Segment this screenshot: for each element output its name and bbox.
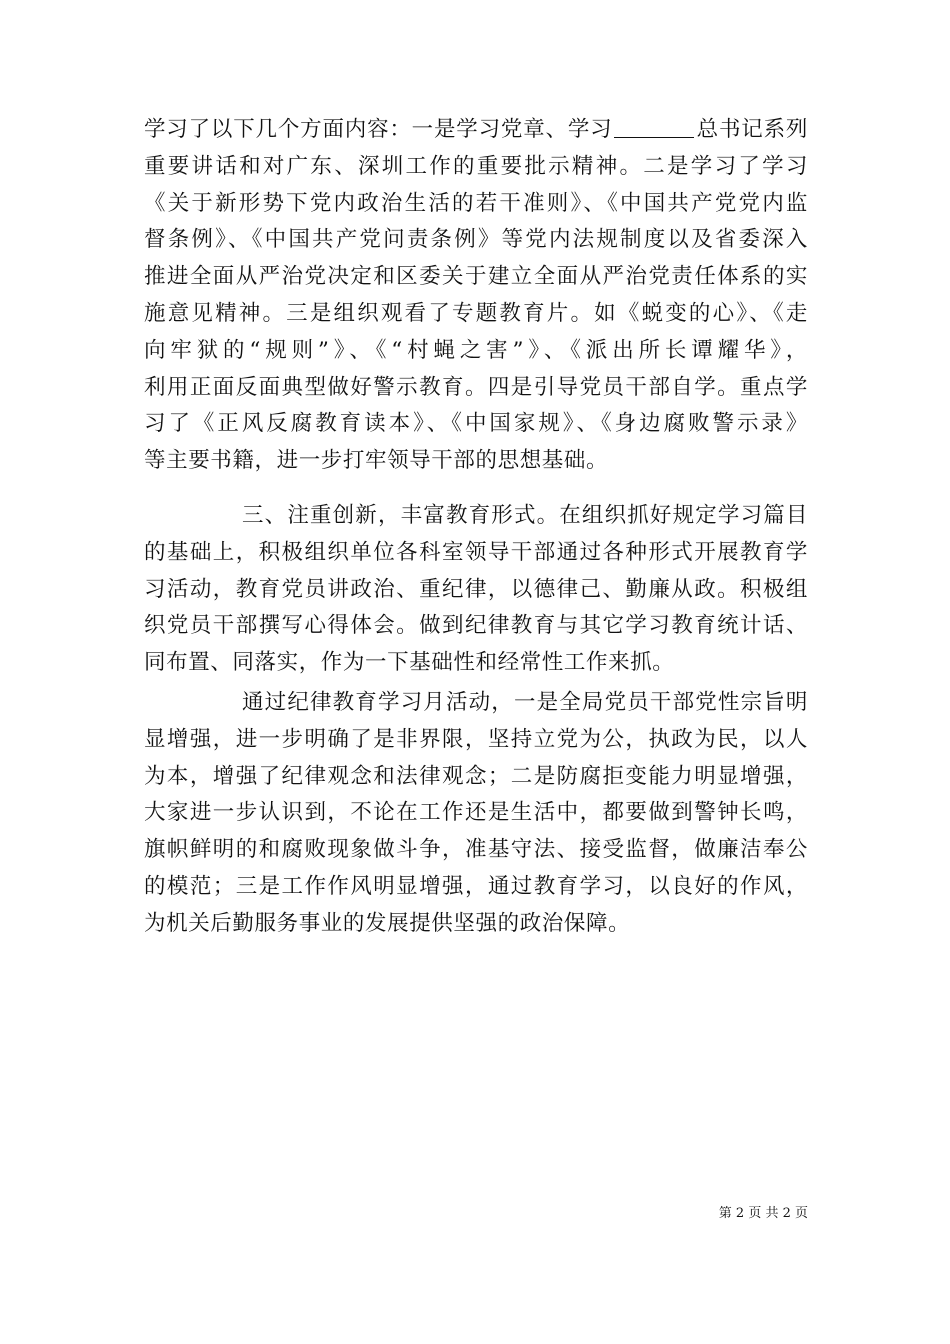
text-segment: 总书记系列 bbox=[696, 117, 808, 142]
text-line: 同布置、同落实，作为一下基础性和经常性工作来抓。 bbox=[144, 650, 675, 676]
text-line: 习了《正风反腐教育读本》、《中国家规》、《身边腐败警示录》 bbox=[144, 411, 808, 437]
text-line: 旗帜鲜明的和腐败现象做斗争，准基守法、接受监督，做廉洁奉公 bbox=[144, 837, 808, 863]
text-line: 《关于新形势下党内政治生活的若干准则》、《中国共产党党内监 bbox=[144, 190, 808, 216]
text-line: 向牢狱的“规则”》、《“村蝇之害”》、《派出所长谭耀华》， bbox=[144, 337, 808, 363]
paragraph-innovation bbox=[144, 498, 808, 682]
text-line: 重要讲话和对广东、深圳工作的重要批示精神。二是学习了学习 bbox=[144, 153, 808, 179]
paragraph-results bbox=[144, 685, 808, 943]
text-line: 施意见精神。三是组织观看了专题教育片。如《蜕变的心》、《走 bbox=[144, 300, 808, 326]
text-line: 的基础上，积极组织单位各科室领导干部通过各种形式开展教育学 bbox=[144, 539, 808, 565]
text-line: 为机关后勤服务事业的发展提供坚强的政治保障。 bbox=[144, 910, 631, 936]
text-line: 督条例》、《中国共产党问责条例》等党内法规制度以及省委深入 bbox=[144, 227, 808, 253]
text-line: 通过纪律教育学习月活动，一是全局党员干部党性宗旨明 bbox=[242, 690, 808, 715]
paragraph-study-content bbox=[144, 112, 808, 480]
blank-underline bbox=[614, 117, 694, 138]
text-line: 显增强，进一步明确了是非界限，坚持立党为公，执政为民，以人 bbox=[144, 726, 808, 752]
text-line: 织党员干部撰写心得体会。做到纪律教育与其它学习教育统计话、 bbox=[144, 613, 808, 639]
text-line: 推进全面从严治党决定和区委关于建立全面从严治党责任体系的实 bbox=[144, 264, 808, 290]
text-line: 等主要书籍，进一步打牢领导干部的思想基础。 bbox=[144, 448, 609, 474]
text-line: 习活动，教育党员讲政治、重纪律，以德律己、勤廉从政。积极组 bbox=[144, 576, 808, 602]
text-line: 三、注重创新，丰富教育形式。在组织抓好规定学习篇目 bbox=[242, 503, 808, 528]
text-segment: 学习了以下几个方面内容：一是学习党章、学习 bbox=[144, 117, 613, 142]
text-line: 的模范；三是工作作风明显增强，通过教育学习，以良好的作风， bbox=[144, 873, 808, 899]
text-line: 大家进一步认识到，不论在工作还是生活中，都要做到警钟长鸣， bbox=[144, 800, 808, 826]
page-number: 第 2 页 共 2 页 bbox=[718, 1206, 808, 1221]
text-line: 为本，增强了纪律观念和法律观念；二是防腐拒变能力明显增强， bbox=[144, 763, 808, 789]
text-line bbox=[144, 112, 808, 149]
text-line: 利用正面反面典型做好警示教育。四是引导党员干部自学。重点学 bbox=[144, 374, 808, 400]
